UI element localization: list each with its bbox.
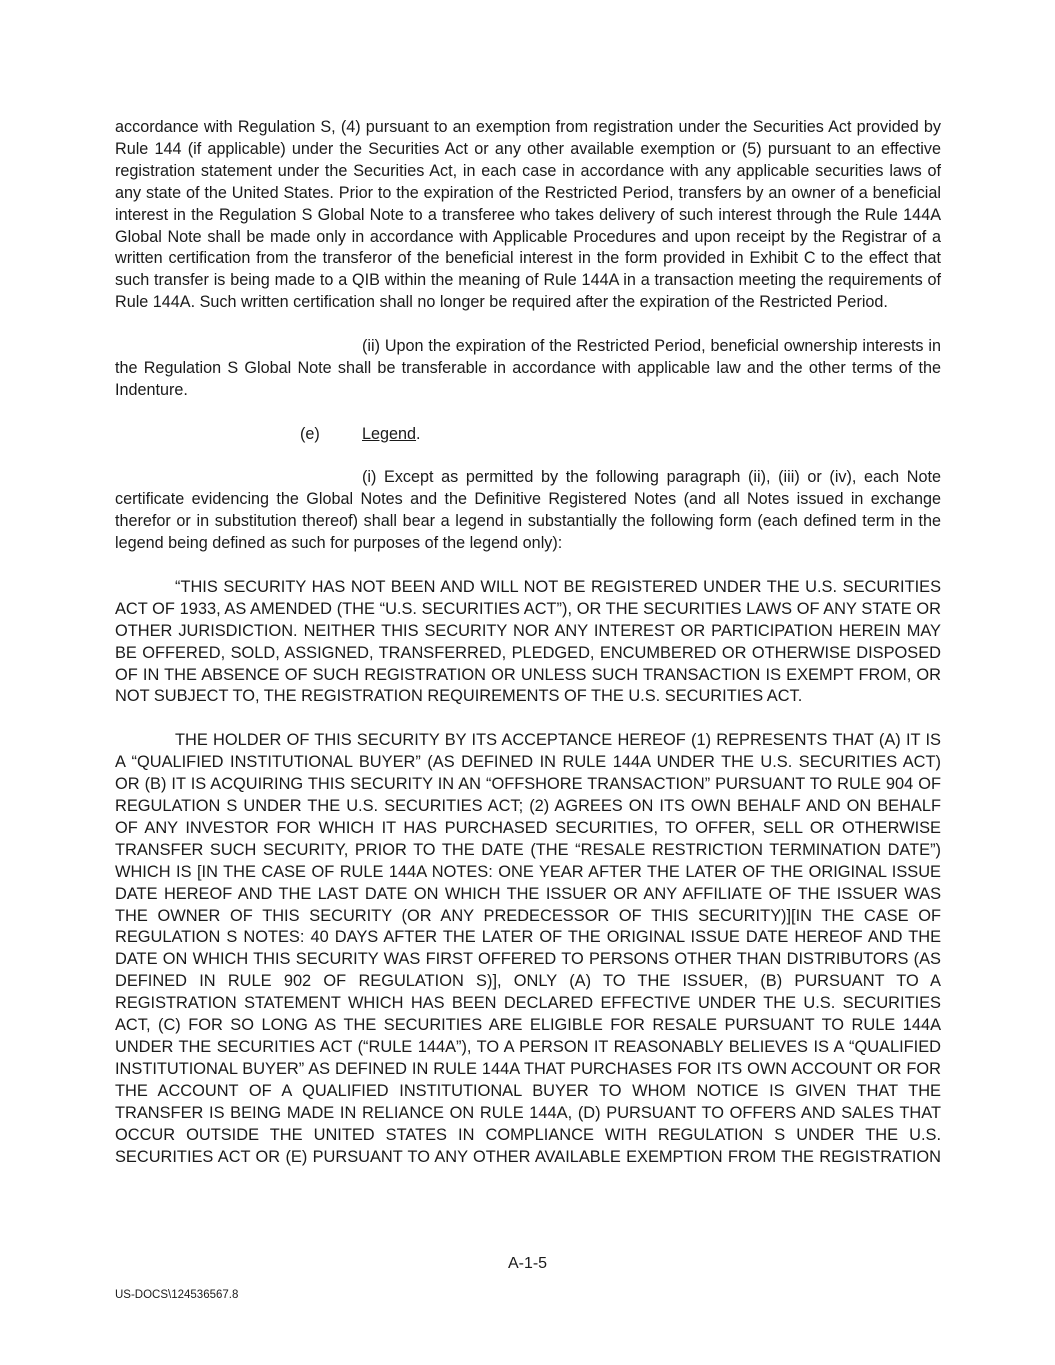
section-title-punct: .: [416, 424, 421, 443]
paragraph-i-legend-requirement: (i) Except as permitted by the following paragraph (ii), (iii) or (iv), each Note certificate evidencing the Global Notes and the Definitive Registered Notes (and all Notes issued in exchange therefor or in substitution thereof) shall bear a legend in substantially the following form (each defined term in the legend being defined as such for purposes of the legend only):: [115, 468, 941, 553]
page-number: A-1-5: [507, 1255, 548, 1272]
section-number: (e): [300, 424, 320, 443]
paragraph-ii-restricted-period: (ii) Upon the expiration of the Restricted Period, beneficial ownership interests in the Regulation S Global Note shall be transferable in accordance with applicable law and the other terms of the Indenture.: [115, 337, 941, 399]
legend-paragraph-1: “THIS SECURITY HAS NOT BEEN AND WILL NOT BE REGISTERED UNDER THE U.S. SECURITIES ACT OF 1933, AS AMENDED (THE “U.S. SECURITIES ACT”), OR THE SECURITIES LAWS OF ANY STATE OR OTHER JURISDICTION. NEITHER THIS SECURITY NOR ANY INTEREST OR PARTICIPATION HEREIN MAY BE OFFERED, SOLD, ASSIGNED, TRANSFERRED, PLEDGED, ENCUMBERED OR OTHERWISE DISPOSED OF IN THE ABSENCE OF SUCH REGISTRATION OR UNLESS SUCH TRANSACTION IS EXEMPT FROM, OR NOT SUBJECT TO, THE REGISTRATION REQUIREMENTS OF THE U.S. SECURITIES ACT.: [115, 577, 941, 706]
section-title-text: Legend: [362, 424, 417, 443]
section-title: [362, 424, 421, 446]
section-heading-legend: [115, 424, 941, 446]
paragraph-transfer-restrictions: accordance with Regulation S, (4) pursuant to an exemption from registration under the Securities Act provided by Rule 144 (if applicable) under the Securities Act or any other available exemption or (5) pursuant to an effective registration statement under the Securities Act, in each case in accordance with any applicable securities laws of any state of the United States. Prior to the expiration of the Restricted Period, transfers by an owner of a beneficial interest in the Regulation S Global Note to a transferee who takes delivery of such interest through the Rule 144A Global Note shall be made only in accordance with Applicable Procedures and upon receipt by the Registrar of a written certification from the transferor of the beneficial interest in the form provided in Exhibit C to the effect that such transfer is being made to a QIB within the meaning of Rule 144A in a transaction meeting the requirements of Rule 144A. Such written certification shall no longer be required after the expiration of the Restricted Period.: [115, 118, 941, 312]
document-body: [115, 117, 941, 1168]
legend-paragraph-2: THE HOLDER OF THIS SECURITY BY ITS ACCEPTANCE HEREOF (1) REPRESENTS THAT (A) IT IS A “QUALIFIED INSTITUTIONAL BUYER” (AS DEFINED IN RULE 144A UNDER THE U.S. SECURITIES ACT) OR (B) IT IS ACQUIRING THIS SECURITY IN AN “OFFSHORE TRANSACTION” PURSUANT TO RULE 904 OF REGULATION S UNDER THE U.S. SECURITIES ACT; (2) AGREES ON ITS OWN BEHALF AND ON BEHALF OF ANY INVESTOR FOR WHICH IT HAS PURCHASED SECURITIES, TO OFFER, SELL OR OTHERWISE TRANSFER SUCH SECURITY, PRIOR TO THE DATE (THE “RESALE RESTRICTION TERMINATION DATE”) WHICH IS [IN THE CASE OF RULE 144A NOTES: ONE YEAR AFTER THE LATER OF THE ORIGINAL ISSUE DATE HEREOF AND THE LAST DATE ON WHICH THE ISSUER OR ANY AFFILIATE OF THE ISSUER WAS THE OWNER OF THIS SECURITY (OR ANY PREDECESSOR OF THIS SECURITY)][IN THE CASE OF REGULATION S NOTES: 40 DAYS AFTER THE LATER OF THE ORIGINAL ISSUE DATE HEREOF AND THE DATE ON WHICH THIS SECURITY WAS FIRST OFFERED TO PERSONS OTHER THAN DISTRIBUTORS (AS DEFINED IN RULE 902 OF REGULATION S)], ONLY (A) TO THE ISSUER, (B) PURSUANT TO A REGISTRATION STATEMENT WHICH HAS BEEN DECLARED EFFECTIVE UNDER THE U.S. SECURITIES ACT, (C) FOR SO LONG AS THE SECURITIES ARE ELIGIBLE FOR RESALE PURSUANT TO RULE 144A UNDER THE SECURITIES ACT (“RULE 144A”), TO A PERSON IT REASONABLY BELIEVES IS A “QUALIFIED INSTITUTIONAL BUYER” AS DEFINED IN RULE 144A THAT PURCHASES FOR ITS OWN ACCOUNT OR FOR THE ACCOUNT OF A QUALIFIED INSTITUTIONAL BUYER TO WHOM NOTICE IS GIVEN THAT THE TRANSFER IS BEING MADE IN RELIANCE ON RULE 144A, (D) PURSUANT TO OFFERS AND SALES THAT OCCUR OUTSIDE THE UNITED STATES IN COMPLIANCE WITH REGULATION S UNDER THE U.S. SECURITIES ACT OR (E) PURSUANT TO ANY OTHER AVAILABLE EXEMPTION FROM THE REGISTRATION: [115, 731, 941, 1166]
document-id: US-DOCS\124536567.8: [115, 1289, 239, 1301]
